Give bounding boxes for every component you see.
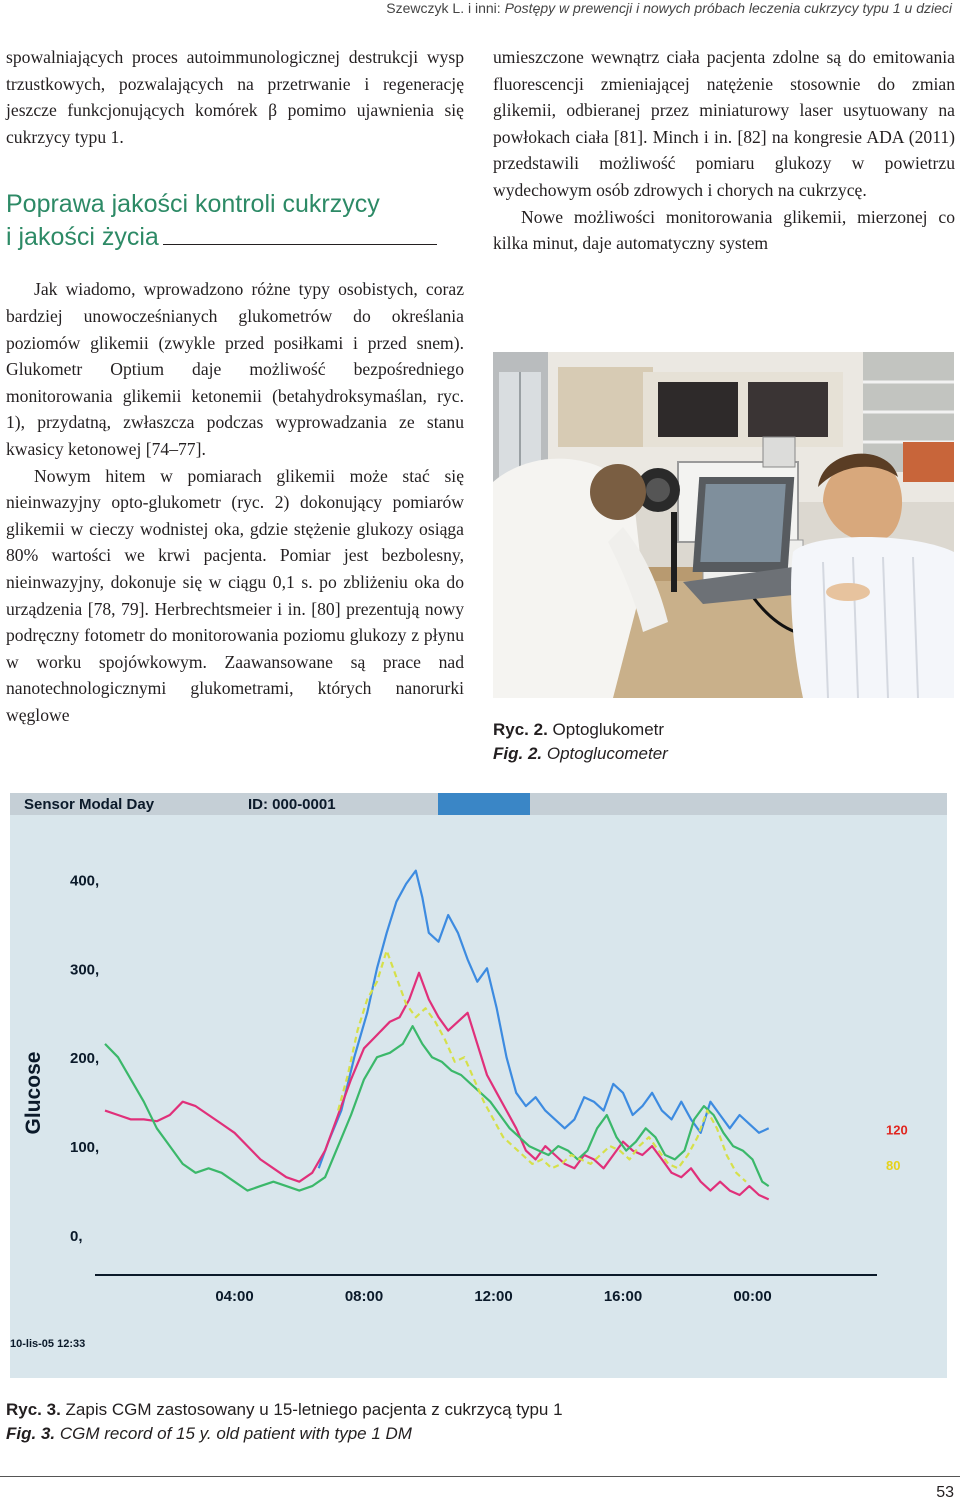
x-tick-label: 08:00 bbox=[344, 1288, 384, 1305]
y-tick-label: 400, bbox=[70, 872, 100, 890]
figure3-label-pl: Ryc. 3. bbox=[6, 1400, 61, 1419]
y-tick-label: 100, bbox=[70, 1139, 100, 1157]
figure3-caption-pl bbox=[6, 1398, 563, 1422]
chart-header-tab bbox=[438, 793, 530, 815]
target-high-label: 120 bbox=[886, 1122, 908, 1138]
cgm-chart-svg bbox=[10, 793, 947, 1378]
section-heading-line2: i jakości życia bbox=[6, 223, 159, 252]
y-tick-label: 300, bbox=[70, 961, 100, 979]
heading-rule bbox=[163, 244, 437, 245]
right-paragraph-1: umieszczone wewnątrz ciała pacjenta zdolne są do emitowania fluorescencji zmieniającej natężenie stosownie do zmian glikemii, odbieranej przez miniaturowy laser usytuowany na powłokach ciała [81]. Minch i in. [82] na kongresie ADA (2011) przedstawili możliwość pomiaru glukozy w powietrzu wydechowym osób zdrowych i chorych na cukrzycę. bbox=[493, 47, 955, 200]
chart-y-axis-label: Glucose bbox=[22, 1051, 45, 1135]
left-intro-paragraph: spowalniających proces autoimmunologicznej destrukcji wysp trzustkowych, pozwalających na przetrwanie i regenerację jeszcze funkcjonujących komórek β pomimo ujawnienia się cukrzycy typu 1. bbox=[6, 47, 464, 147]
x-tick-label: 12:00 bbox=[474, 1288, 513, 1305]
right-paragraph-2: Nowe możliwości monitorowania glikemii, mierzonej co kilka minut, daje automatyczny system bbox=[493, 206, 955, 254]
figure3-label-en: Fig. 3. bbox=[6, 1424, 56, 1443]
bottom-rule bbox=[0, 1476, 960, 1477]
figure2-label-pl: Ryc. 2. bbox=[493, 720, 548, 739]
figure2-text-en: Optoglucometer bbox=[546, 744, 668, 763]
chart-footer-stamp: 10-lis-05 12:33 bbox=[10, 1338, 86, 1350]
running-head-author: Szewczyk L. i inni: bbox=[386, 0, 501, 16]
figure3-text-pl: Zapis CGM zastosowany u 15-letniego pacjenta z cukrzycą typu 1 bbox=[65, 1400, 563, 1419]
optoglucometer-photo bbox=[493, 352, 954, 698]
y-tick-label: 0, bbox=[70, 1228, 83, 1245]
figure2-caption-pl bbox=[493, 718, 668, 742]
figure2-text-pl: Optoglukometr bbox=[552, 720, 665, 739]
chart-title: Sensor Modal Day bbox=[24, 796, 155, 813]
y-tick-label: 200, bbox=[70, 1050, 100, 1068]
x-tick-label: 04:00 bbox=[215, 1288, 254, 1305]
figure3-caption-en bbox=[6, 1422, 563, 1446]
target-low-label: 80 bbox=[886, 1157, 901, 1173]
left-paragraph-2: Nowym hitem w pomiarach glikemii może stać się nieinwazyjny opto-glukometr (ryc. 2) dokonujący pomiarów glikemii w cieczy wodnistej oka, gdzie stężenie glukozy osiąga 80% wartości we krwi pacjenta. Pomiar jest bezbolesny, nieinwazyjny, dokonuje się w ciągu 0,1 s. po zbliżeniu oka do urządzenia [78, 79]. Herbrechtsmeier i in. [80] prezentują nowy podręczny fotometr do monitorowania poziomu glukozy z płynu w worku spojówkowym. Zaawansowane są prace nad nanotechnologicznymi glukometrami, których nanorurki węglowe bbox=[6, 465, 464, 725]
left-column bbox=[6, 44, 464, 728]
x-tick-label: 16:00 bbox=[603, 1288, 643, 1305]
x-tick-label: 00:00 bbox=[733, 1288, 772, 1305]
section-heading-line1: Poprawa jakości kontroli cukrzycy bbox=[6, 190, 380, 219]
chart-id-label: ID: 000-0001 bbox=[248, 796, 336, 813]
cgm-chart bbox=[10, 793, 947, 1378]
figure3-text-en: CGM record of 15 y. old patient with type 1 DM bbox=[59, 1424, 412, 1443]
figure2-caption-en bbox=[493, 742, 668, 766]
page-number: 53 bbox=[936, 1484, 954, 1501]
right-column bbox=[493, 44, 955, 257]
figure2-caption bbox=[493, 718, 668, 766]
figure2-label-en: Fig. 2. bbox=[493, 744, 543, 763]
figure3-caption bbox=[6, 1398, 563, 1446]
running-head-title: Postępy w prewencji i nowych próbach leczenia cukrzycy typu 1 u dzieci bbox=[504, 0, 952, 16]
left-paragraph-1: Jak wiadomo, wprowadzono różne typy osobistych, coraz bardziej unowocześnianych glukometrów do określania poziomów glikemii (zwykle przed posiłkami i przed snem). Glukometr Optium daje możliwość bezpośredniego monitorowania glikemii ketonemii (betahydroksymaślan, ryc. 1), przydatną, zwłaszcza podczas wyprowadzania ze stanu kwasicy ketonowej [74–77]. bbox=[6, 279, 464, 459]
section-heading bbox=[6, 188, 464, 254]
running-head bbox=[386, 0, 952, 16]
